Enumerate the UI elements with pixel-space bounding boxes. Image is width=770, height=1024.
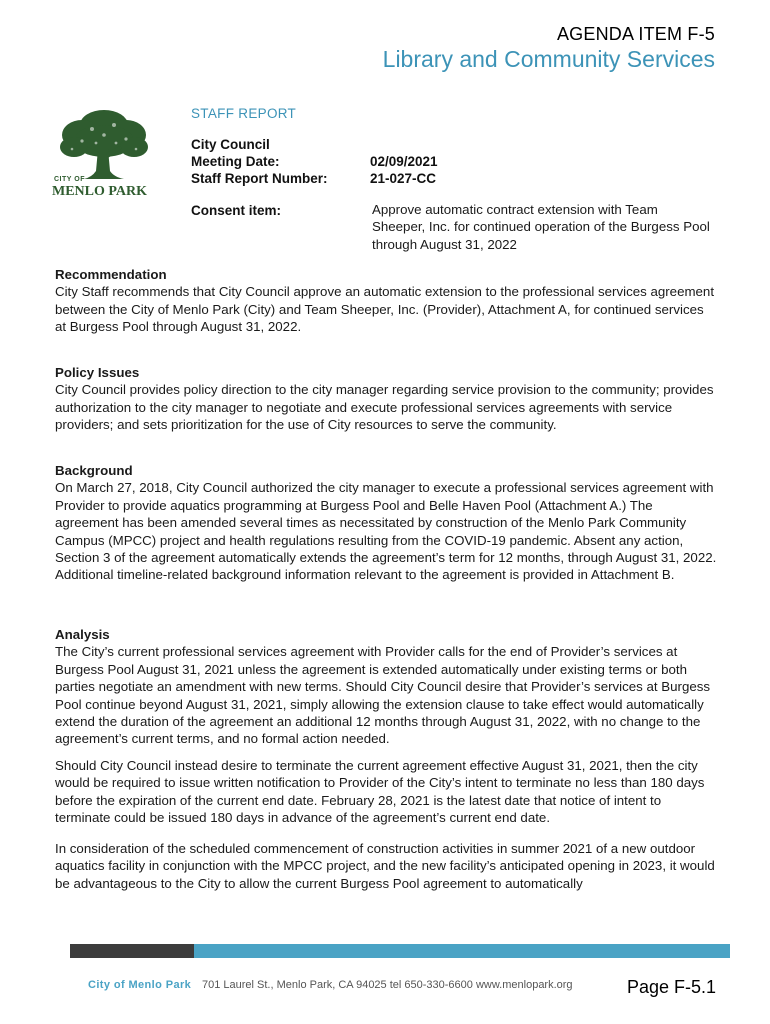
section-paragraph: City Council provides policy direction to the city manager regarding service provision to the community; provides authorization to the city manager to negotiate and execute professional services agreements with service providers; and sets prioritization for the use of City resources to serve the community. — [55, 382, 714, 433]
footer-city-name: City of Menlo Park — [88, 979, 192, 991]
section-paragraph: On March 27, 2018, City Council authorized the city manager to execute a professional services agreement with Provider to provide aquatics programming at Burgess Pool and Belle Haven Pool (Attachment A.) The agreement has been amended several times as necessitated by construction of the Menlo Park Community Campus (MPCC) project and health regulations resulting from the COVID-19 pandemic. Absent any action, Section 3 of the agreement automatically extends the agreement’s term for 12 months, through August 31, 2022. Additional timeline-related background information relevant to the agreement is provided in Attachment B. — [55, 480, 717, 583]
staff-report-label: STAFF REPORT — [191, 106, 297, 121]
section-heading: Analysis — [55, 627, 110, 642]
recommendation-section — [55, 266, 718, 336]
item-description: Approve automatic contract extension with Team Sheeper, Inc. for continued operation of the Burgess Pool through August 31, 2022 — [372, 202, 710, 252]
footer-address: 701 Laurel St., Menlo Park, CA 94025 tel 650-330-6600 www.menlopark.org — [202, 979, 573, 991]
section-heading: Policy Issues — [55, 365, 140, 380]
section-heading: Background — [55, 463, 133, 478]
department-title: Library and Community Services — [382, 46, 715, 72]
logo-city-name: MENLO PARK — [52, 184, 148, 199]
logo-city-of: CITY OF — [54, 176, 85, 183]
council-label: City Council — [191, 137, 270, 152]
meeting-date-label: Meeting Date: — [191, 154, 280, 169]
meeting-date-value: 02/09/2021 — [370, 154, 438, 169]
agenda-item-label: AGENDA ITEM F-5 — [556, 24, 715, 44]
analysis-section — [55, 626, 718, 748]
section-paragraph: City Staff recommends that City Council approve an automatic extension to the professional services agreement between the City of Menlo Park (City) and Team Sheeper, Inc. (Provider), Attachment A, for continued services at Burgess Pool through August 31, 2022. — [55, 284, 715, 335]
report-number-label: Staff Report Number: — [191, 171, 328, 186]
footer-bar-accent — [194, 944, 730, 958]
policy-section — [55, 364, 718, 434]
city-logo — [52, 103, 152, 203]
item-type-label: Consent item: — [191, 203, 282, 218]
section-heading: Recommendation — [55, 267, 167, 282]
analysis-paragraph-2: Should City Council instead desire to terminate the current agreement effective August 31, 2021, then the city would be required to issue written notification to Provider of the City’s intent to terminate no less than 180 days before the expiration of the current end date. February 28, 2021 is the latest date that notice of intent to terminate could be issued 180 days in advance of the agreement’s current end date. — [55, 758, 705, 826]
footer-bar-dark — [70, 944, 194, 958]
page-number: Page F-5.1 — [627, 977, 717, 997]
background-section — [55, 462, 718, 584]
analysis-paragraph-3: In consideration of the scheduled commencement of construction activities in summer 2021 of a new outdoor aquatics facility in conjunction with the MPCC project, and the new facility’s anticipated opening in 2023, it would be advantageous to the City to allow the current Burgess Pool agreement to automatically — [55, 841, 715, 891]
report-number-value: 21-027-CC — [370, 171, 437, 186]
section-paragraph: The City’s current professional services agreement with Provider calls for the end of Provider’s services at Burgess Pool August 31, 2021 unless the agreement is extended automatically under existing terms or both parties negotiate an amendment with new terms. Should City Council desire that Provider’s services at Burgess Pool continue beyond August 31, 2021, simply allowing the extension clause to take effect would automatically extend the duration of the agreement an additional 12 months through August 31, 2022, with no change to the agreement’s current terms, and no formal action needed. — [55, 644, 711, 747]
